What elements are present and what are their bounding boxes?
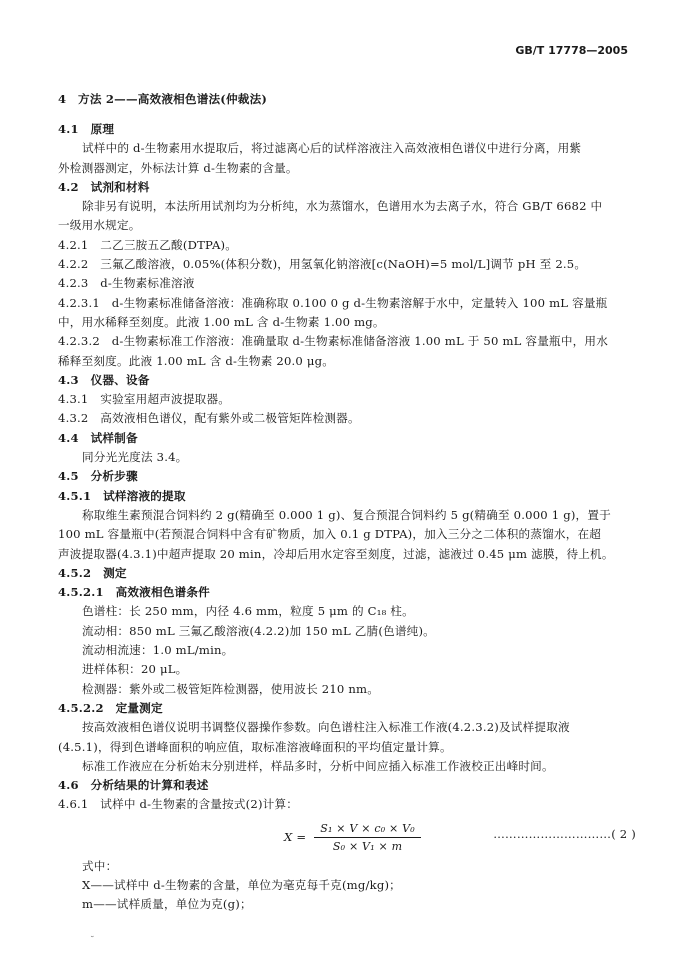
condition-line: 检测器：紫外或二极管矩阵检测器，使用波长 210 nm。 — [82, 681, 380, 696]
section-heading-4-1: 4.1 原理 — [58, 122, 115, 136]
formula-2 — [58, 815, 636, 857]
paragraph-line: 称取维生素预混合饲料约 2 g(精确至 0.000 1 g)、复合预混合饲料约 5 g(精确至 0.000 1 g)，置于 — [82, 507, 611, 522]
clause-4-2-3-1-line: 中，用水稀释至刻度。此液 1.00 mL 含 d-生物素 1.00 mg。 — [58, 314, 385, 329]
section-heading-4-5-2-2: 4.5.2.2 定量测定 — [58, 700, 163, 715]
clause-4-2-1: 4.2.1 二乙三胺五乙酸(DTPA)。 — [58, 237, 238, 252]
section-heading-4-3: 4.3 仪器、设备 — [58, 372, 150, 387]
section-heading-4-6: 4.6 分析结果的计算和表述 — [58, 778, 209, 793]
paragraph-line: 同分光光度法 3.4。 — [82, 450, 188, 465]
clause-4-2-3: 4.2.3 d-生物素标准溶液 — [58, 276, 195, 291]
formula-lhs: X = — [284, 830, 307, 845]
clause-4-3-1: 4.3.1 实验室用超声波提取器。 — [58, 392, 231, 407]
paragraph-line: (4.5.1)，得到色谱峰面积的响应值，取标准溶液峰面积的平均值定量计算。 — [58, 739, 452, 754]
section-heading-4-2: 4.2 试剂和材料 — [58, 179, 150, 194]
formula-fraction — [314, 821, 421, 854]
paragraph-line: 试样中的 d-生物素用水提取后，将过滤离心后的试样溶液注入高效液相色谱仪中进行分离，用紫 — [82, 141, 582, 156]
paragraph-line: 按高效液相色谱仪说明书调整仪器操作参数。向色谱柱注入标准工作液(4.2.3.2)及试样提取液 — [82, 720, 570, 735]
standard-code-header: GB/T 17778—2005 — [515, 44, 628, 57]
paragraph-line: 一级用水规定。 — [58, 218, 141, 233]
clause-4-2-3-2-line: 4.2.3.2 d-生物素标准工作溶液：准确量取 d-生物素标准储备溶液 1.00 mL 于 50 mL 容量瓶中，用水 — [58, 334, 608, 349]
chapter-title: 4 方法 2——高效液相色谱法(仲裁法) — [58, 92, 268, 106]
paragraph-line: 外检测器测定，外标法计算 d-生物素的含量。 — [58, 160, 298, 175]
section-heading-4-5-2-1: 4.5.2.1 高效液相色谱条件 — [58, 585, 210, 600]
section-heading-4-5-1: 4.5.1 试样溶液的提取 — [58, 488, 186, 503]
paragraph-line: 除非另有说明，本法所用试剂均为分析纯，水为蒸馏水，色谱用水为去离子水，符合 GB/T 6682 中 — [82, 199, 603, 214]
clause-4-2-3-1-line: 4.2.3.1 d-生物素标准储备溶液：准确称取 0.100 0 g d-生物素溶解于水中，定量转入 100 mL 容量瓶 — [58, 295, 608, 310]
section-heading-4-5: 4.5 分析步骤 — [58, 469, 138, 484]
where-label: 式中： — [82, 858, 118, 873]
scan-speck: ˘ — [90, 936, 95, 946]
section-heading-4-4: 4.4 试样制备 — [58, 430, 138, 445]
section-heading-4-5-2: 4.5.2 测定 — [58, 565, 127, 580]
condition-line: 流动相流速：1.0 mL/min。 — [82, 643, 234, 658]
clause-4-2-2: 4.2.2 三氟乙酸溶液，0.05%(体积分数)，用氢氧化钠溶液[c(NaOH)=5 mol/L]调节 pH 至 2.5。 — [58, 257, 587, 272]
condition-line: 流动相：850 mL 三氟乙酸溶液(4.2.2)加 150 mL 乙腈(色谱纯)。 — [82, 623, 435, 638]
paragraph-line: 声波提取器(4.3.1)中超声提取 20 min，冷却后用水定容至刻度，过滤，滤液过 0.45 μm 滤膜，待上机。 — [58, 546, 614, 561]
paragraph-line: 100 mL 容量瓶中(若预混合饲料中含有矿物质，加入 0.1 g DTPA)，加入三分之二体积的蒸馏水，在超 — [58, 527, 602, 542]
variable-definition: X——试样中 d-生物素的含量，单位为毫克每千克(mg/kg)； — [82, 877, 401, 892]
paragraph-line: 标准工作液应在分析始末分别进样，样品多时，分析中间应插入标准工作液校正出峰时间。 — [82, 758, 554, 773]
formula-numerator: S₁ × V × c₀ × V₀ — [314, 821, 421, 838]
clause-4-2-3-2-line: 稀释至刻度。此液 1.00 mL 含 d-生物素 20.0 μg。 — [58, 353, 335, 368]
condition-line: 进样体积：20 μL。 — [82, 662, 188, 677]
formula-denominator: S₀ × V₁ × m — [332, 839, 403, 853]
clause-4-3-2: 4.3.2 高效液相色谱仪，配有紫外或二极管矩阵检测器。 — [58, 411, 360, 426]
condition-line: 色谱柱：长 250 mm，内径 4.6 mm，粒度 5 μm 的 C₁₈ 柱。 — [82, 604, 414, 619]
clause-4-6-1: 4.6.1 试样中 d-生物素的含量按式(2)计算： — [58, 797, 299, 812]
formula-expression — [284, 821, 421, 854]
variable-definition: m——试样质量，单位为克(g)； — [82, 897, 252, 912]
document-body — [58, 84, 636, 915]
formula-number: …………………………( 2 ) — [493, 826, 636, 841]
